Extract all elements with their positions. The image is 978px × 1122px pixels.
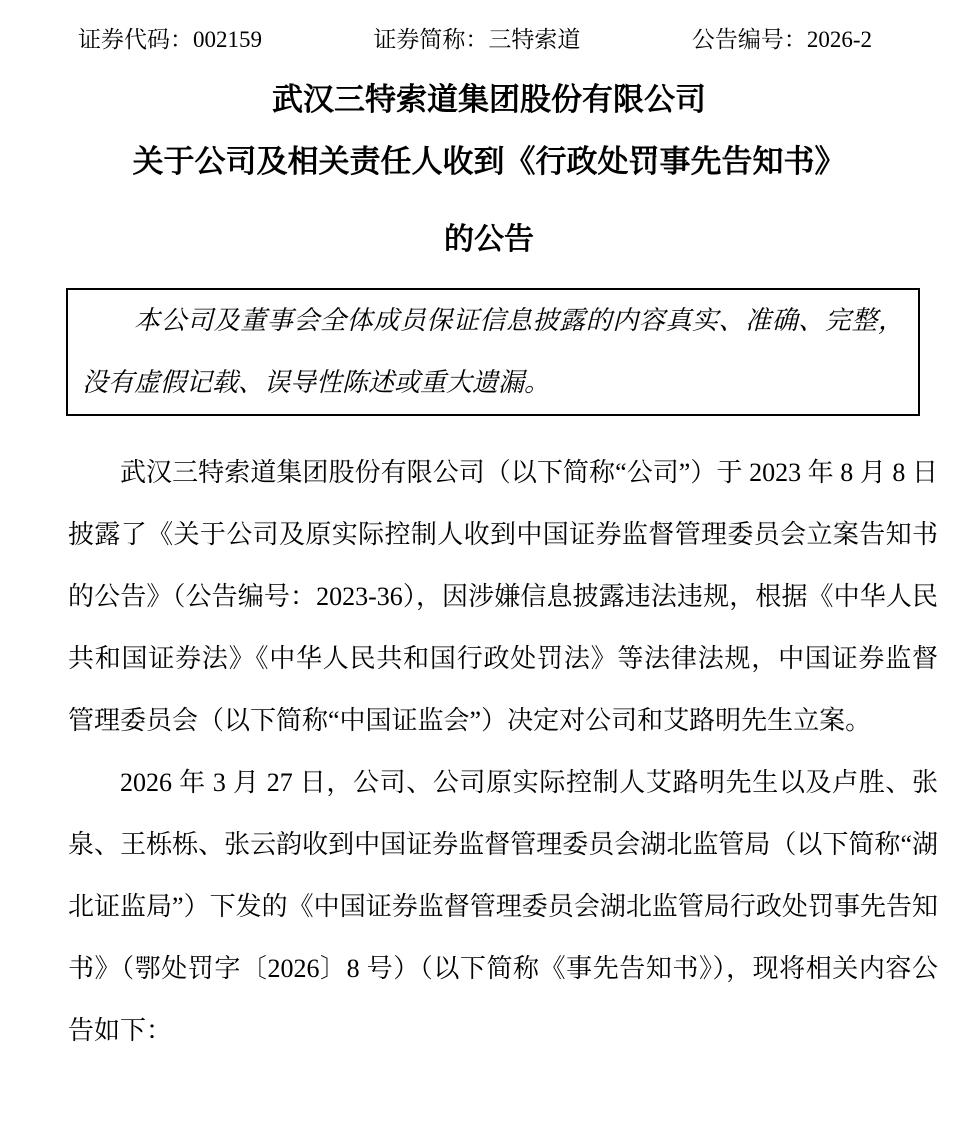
company-name-title: 武汉三特索道集团股份有限公司 [272, 82, 706, 117]
paragraph-notice-receipt: 2026 年 3 月 27 日，公司、公司原实际控制人艾路明先生以及卢胜、张泉、王栎栎、张云韵收到中国证券监督管理委员会湖北监管局（以下简称“湖北证监局”）下发的《中国证券监督管理委员会湖北监管局行政处罚事先告知书》（鄂处罚字〔2026〕8 号）（以下简称《事先告知书》），现将相关内容公告如下： [68, 768, 938, 1045]
board-statement-text: 本公司及董事会全体成员保证信息披露的内容真实、准确、完整，没有虚假记载、误导性陈述或重大遗漏。 [82, 306, 904, 397]
paragraph-filing-history: 武汉三特索道集团股份有限公司（以下简称“公司”）于 2023 年 8 月 8 日披露了《关于公司及原实际控制人收到中国证券监督管理委员会立案告知书的公告》（公告编号：2023-36），因涉嫌信息披露违法违规，根据《中华人民共和国证券法》《中华人民共和国行政处罚法》等法律法规，中国证券监督管理委员会（以下简称“中国证监会”）决定对公司和艾路明先生立案。 [68, 458, 938, 735]
announcement-suffix-title: 的公告 [444, 223, 534, 256]
document-header [0, 0, 978, 54]
announcement-body [0, 442, 978, 1062]
stock-code: 证券代码：002159 [78, 27, 262, 52]
announcement-subject-title: 关于公司及相关责任人收到《行政处罚事先告知书》 [132, 144, 846, 179]
announcement-number: 公告编号：2026-2 [691, 27, 872, 52]
stock-short-name: 证券简称：三特索道 [373, 27, 581, 52]
board-statement-box [66, 288, 920, 416]
